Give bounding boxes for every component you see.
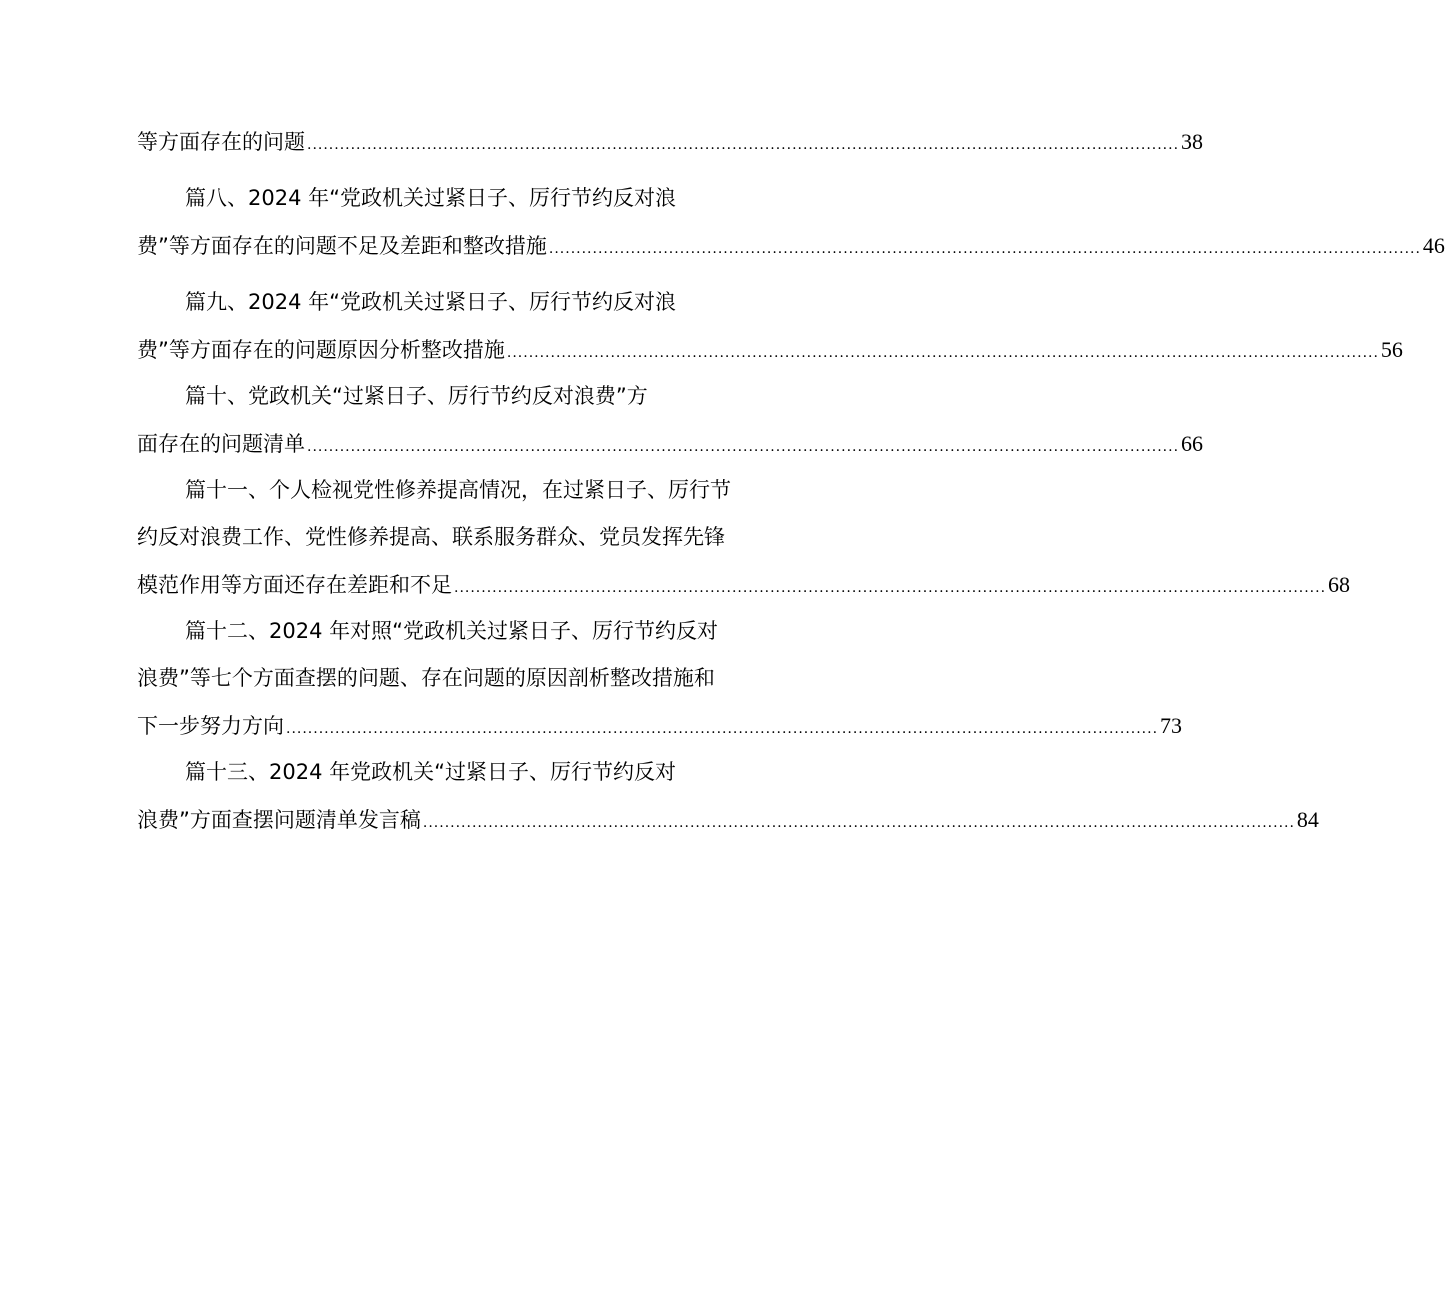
dot-leader: ................................................................................................................................................................ <box>422 815 1295 831</box>
toc-page-number: 68 <box>1328 572 1351 597</box>
toc-entry-text: 下一步努力方向 <box>137 714 284 738</box>
toc-entry-line <box>137 420 1204 467</box>
toc-entry-line: 篇十三、2024 年党政机关“过紧日子、厉行节约反对 <box>185 760 676 784</box>
toc-entry-line <box>137 118 1204 165</box>
toc-entry-line: 篇十、党政机关“过紧日子、厉行节约反对浪费”方 <box>185 384 648 408</box>
toc-entry-line <box>137 222 1445 269</box>
toc-entry-line: 篇十一、个人检视党性修养提高情况，在过紧日子、厉行节 <box>185 478 731 502</box>
toc-entry-line: 约反对浪费工作、党性修养提高、联系服务群众、党员发挥先锋 <box>137 525 725 549</box>
toc-entry[interactable] <box>137 373 1204 467</box>
toc-entry-text: 费”等方面存在的问题原因分析整改措施 <box>137 338 505 362</box>
dot-leader: ................................................................................................................................................................ <box>454 580 1327 596</box>
toc-page-number: 84 <box>1296 807 1319 832</box>
toc-page-number: 73 <box>1160 713 1183 738</box>
toc-entry-line: 篇八、2024 年“党政机关过紧日子、厉行节约反对浪 <box>185 186 676 210</box>
dot-leader: ................................................................................................................................................................ <box>286 721 1159 737</box>
toc-page-number: 66 <box>1181 431 1204 456</box>
toc-entry-line: 浪费”等七个方面查摆的问题、存在问题的原因剖析整改措施和 <box>137 666 715 690</box>
dot-leader: ................................................................................................................................................................ <box>506 345 1379 361</box>
toc-entry[interactable] <box>137 749 1319 843</box>
dot-leader: ................................................................................................................................................................ <box>307 439 1180 455</box>
toc-entry-line <box>137 561 1351 608</box>
dot-leader: ................................................................................................................................................................ <box>307 137 1180 153</box>
toc-entry-line: 篇九、2024 年“党政机关过紧日子、厉行节约反对浪 <box>185 290 676 314</box>
toc-entry-text: 浪费”方面查摆问题清单发言稿 <box>137 808 421 832</box>
toc-entry-text: 费”等方面存在的问题不足及差距和整改措施 <box>137 234 547 258</box>
toc-page-number: 38 <box>1181 129 1204 154</box>
toc-entry[interactable] <box>137 279 1403 373</box>
toc-entry-text: 面存在的问题清单 <box>137 432 305 456</box>
toc-entry[interactable] <box>137 608 1183 749</box>
toc-entry-line <box>137 702 1183 749</box>
toc-entry-text: 等方面存在的问题 <box>137 130 305 154</box>
toc-entry-line: 篇十二、2024 年对照“党政机关过紧日子、厉行节约反对 <box>185 619 718 643</box>
toc-page-number: 56 <box>1380 337 1403 362</box>
toc-entry[interactable] <box>137 467 1351 608</box>
toc-page-number: 46 <box>1422 233 1445 258</box>
toc-entry[interactable] <box>137 118 1204 165</box>
toc-entry[interactable] <box>137 175 1445 269</box>
dot-leader: ................................................................................................................................................................ <box>548 241 1421 257</box>
toc-entry-text: 模范作用等方面还存在差距和不足 <box>137 573 452 597</box>
table-of-contents <box>137 118 1445 843</box>
toc-entry-line <box>137 326 1403 373</box>
toc-entry-line <box>137 796 1319 843</box>
